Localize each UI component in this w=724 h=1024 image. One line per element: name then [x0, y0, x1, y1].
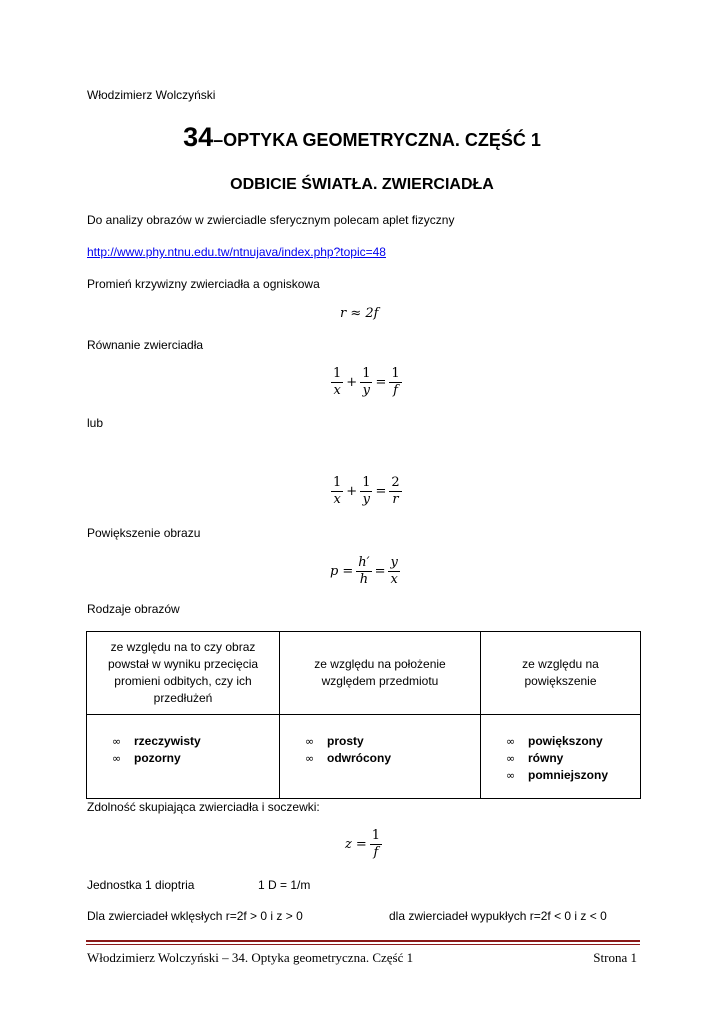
title-text: –OPTYKA GEOMETRYCZNA. CZĘŚĆ 1 [213, 130, 541, 150]
footer-divider-thin [86, 944, 640, 945]
eq-power-equals: = [355, 837, 367, 852]
equation-radius [340, 306, 379, 321]
table-header-cell: ze względu na to czy obraz powstał w wyniku przecięcia promieni odbitych, czy ich przedłużeń [87, 632, 280, 715]
infinity-bullet-icon: ∞ [112, 735, 122, 748]
eq-mirror-a-den: x [333, 383, 341, 398]
eq-mag-b-num: y [390, 555, 398, 570]
list-item: ∞ pozorny [112, 751, 181, 765]
eq-mag-a-den: h [359, 572, 369, 587]
eq-mirror2-equals: = [375, 484, 387, 499]
list-item: ∞ prosty [305, 734, 364, 748]
image-types-label: Rodzaje obrazów [87, 602, 180, 616]
equation-mirror [330, 366, 403, 399]
eq-mag-eq2: = [374, 564, 386, 579]
eq-mag-lhs: p [330, 564, 339, 579]
eq-power-lhs: z [345, 837, 352, 852]
equation-focusing-power [343, 828, 383, 861]
eq-mirror-b-den: y [362, 383, 370, 398]
footer-left-text: Włodzimierz Wolczyński – 34. Optyka geometryczna. Część 1 [87, 950, 414, 965]
radius-label: Promień krzywizny zwierciadła a ogniskowa [87, 277, 320, 291]
eq-mirror2-c-den: r [392, 492, 399, 507]
eq-power-den: f [373, 845, 379, 860]
intro-text: Do analizy obrazów w zwierciadle sferycznym polecam aplet fizyczny [87, 213, 455, 227]
table-row [87, 715, 641, 799]
table-header-cell: ze względu na położenie względem przedmiotu [280, 632, 481, 715]
list-item: ∞ powiększony [506, 734, 603, 748]
page-title [0, 122, 724, 153]
title-number: 34 [183, 122, 214, 152]
table-cell [87, 715, 280, 799]
eq-mirror2-plus: + [346, 484, 358, 499]
eq-mirror2-a-num: 1 [333, 475, 342, 490]
eq-mirror-c-num: 1 [391, 366, 400, 381]
table-header-cell: ze względu na powiększenie [481, 632, 641, 715]
author-name: Włodzimierz Wolczyński [87, 88, 216, 102]
focusing-power-label: Zdolność skupiająca zwierciadła i soczewki: [87, 800, 320, 814]
eq-radius-op: ≈ [350, 306, 362, 321]
eq-mirror-equals: = [375, 375, 387, 390]
list-item: ∞ równy [506, 751, 564, 765]
convex-mirror-note: dla zwierciadeł wypukłych r=2f < 0 i z < 0 [389, 909, 607, 923]
eq-mirror2-b-num: 1 [362, 475, 371, 490]
eq-radius-lhs: r [340, 306, 347, 321]
section-subtitle: ODBICIE ŚWIATŁA. ZWIERCIADŁA [230, 176, 494, 193]
table-cell [280, 715, 481, 799]
page-number: Strona 1 [593, 950, 637, 965]
eq-mirror-a-num: 1 [333, 366, 342, 381]
infinity-bullet-icon: ∞ [506, 769, 516, 782]
eq-mirror-c-den: f [393, 383, 398, 398]
image-types-table [86, 631, 641, 799]
or-label: lub [87, 416, 104, 430]
infinity-bullet-icon: ∞ [506, 735, 516, 748]
unit-value: 1 D = 1/m [258, 878, 311, 892]
infinity-bullet-icon: ∞ [112, 752, 122, 765]
concave-mirror-note: Dla zwierciadeł wklęsłych r=2f > 0 i z > 0 [87, 909, 303, 923]
infinity-bullet-icon: ∞ [305, 752, 315, 765]
equation-magnification [328, 555, 401, 588]
eq-mirror2-c-num: 2 [391, 475, 400, 490]
infinity-bullet-icon: ∞ [305, 735, 315, 748]
unit-label: Jednostka 1 dioptria [87, 878, 195, 892]
eq-mag-a-num: h′ [358, 555, 370, 570]
table-header-row [87, 632, 641, 715]
eq-power-num: 1 [371, 828, 381, 843]
eq-mirror2-b-den: y [362, 492, 370, 507]
mirror-equation-label: Równanie zwierciadła [87, 338, 204, 352]
eq-radius-rhs: 2f [365, 306, 379, 321]
list-item: ∞ rzeczywisty [112, 734, 201, 748]
list-item: ∞ odwrócony [305, 751, 392, 765]
eq-mirror-plus: + [346, 375, 358, 390]
infinity-bullet-icon: ∞ [506, 752, 516, 765]
table-cell [481, 715, 641, 799]
equation-mirror-alt [330, 475, 403, 508]
eq-mag-eq1: = [342, 564, 354, 579]
eq-mirror-b-num: 1 [362, 366, 371, 381]
list-item: ∞ pomniejszony [506, 768, 609, 782]
applet-link[interactable]: http://www.phy.ntnu.edu.tw/ntnujava/index.php?topic=48 [87, 245, 386, 259]
magnification-label: Powiększenie obrazu [87, 526, 201, 540]
footer-divider [86, 940, 640, 942]
eq-mirror2-a-den: x [333, 492, 341, 507]
eq-mag-b-den: x [390, 572, 398, 587]
